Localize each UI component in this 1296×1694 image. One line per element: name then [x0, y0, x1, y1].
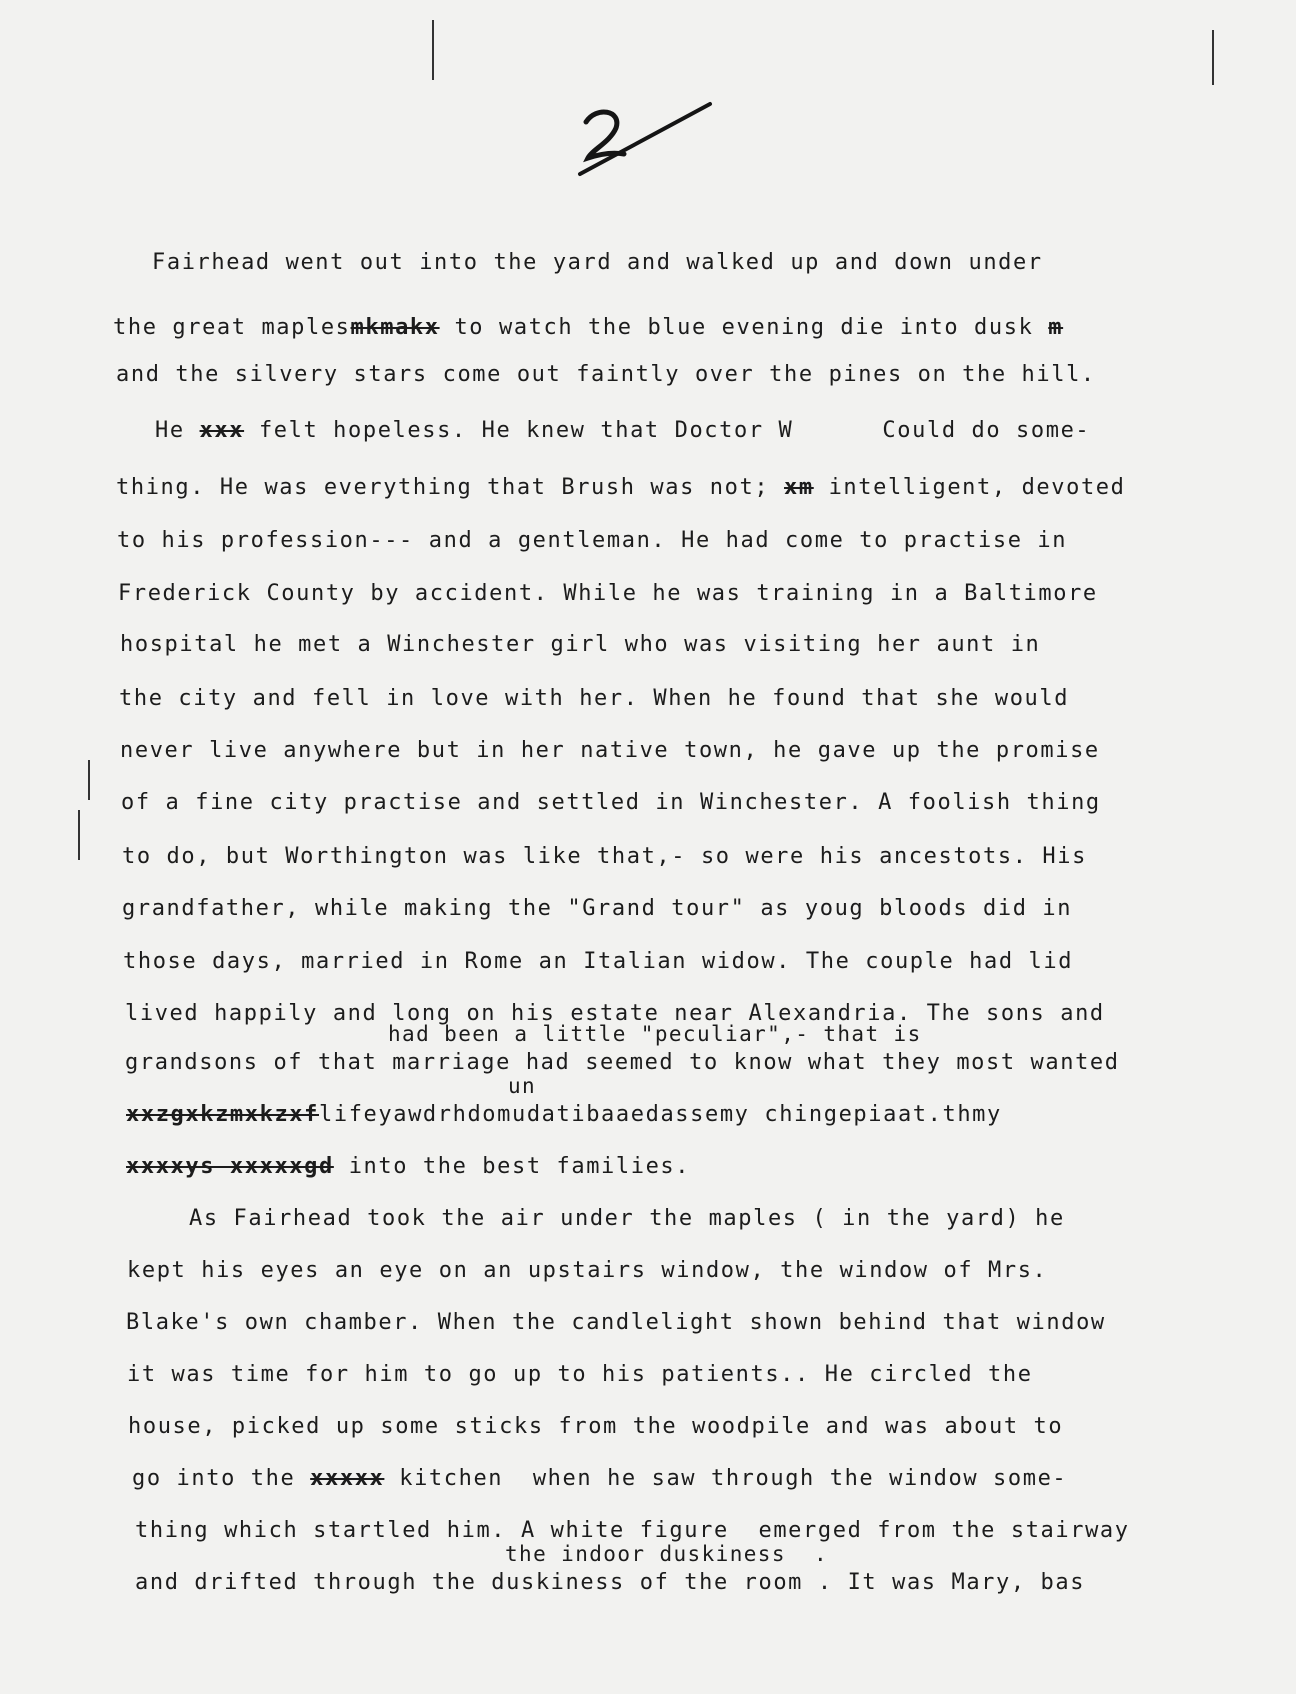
text-line-11: of a fine city practise and settled in Winchester. A foolish thing — [121, 790, 1101, 815]
text-line-20: kept his eyes an eye on an upstairs window, the window of Mrs. — [127, 1258, 1048, 1283]
stray-mark — [432, 20, 434, 80]
text-line-16: grandsons of that marriage had seemed to know what they most wanted — [125, 1050, 1120, 1075]
text-line-25: thing which startled him. A white figure emerged from the stairway — [135, 1518, 1130, 1543]
strikeout-maples: mkmakx — [350, 315, 440, 340]
strikeout-dusk: m — [1048, 315, 1064, 340]
strikeout-not: xm — [784, 475, 814, 500]
text-line-8: hospital he met a Winchester girl who was visiting her aunt in — [120, 632, 1041, 657]
line-5-part-a: thing. He was everything that Brush was not; — [116, 475, 785, 500]
text-line-15: lived happily and long on his estate near Alexandria. The sons and — [125, 1001, 1105, 1026]
strikeout-line-17: xxzgxkzmxkzxf — [126, 1102, 319, 1127]
stray-mark — [1212, 30, 1214, 85]
text-line-2 — [113, 317, 1063, 339]
line-18-part-b: into the best families. — [333, 1154, 691, 1179]
stray-mark — [78, 810, 80, 860]
text-line-19: As Fairhead took the air under the maples ( in the yard) he — [189, 1206, 1065, 1231]
strikeout-kitchen: xxxxx — [310, 1466, 385, 1491]
text-line-7: Frederick County by accident. While he was training in a Baltimore — [118, 581, 1098, 606]
line-2-part-a: the great maples — [113, 315, 351, 340]
line-24-part-b: kitchen when he saw through the window some- — [384, 1466, 1068, 1491]
handwritten-page-number-icon — [560, 96, 740, 196]
text-line-9: the city and fell in love with her. When he found that she would — [119, 686, 1070, 711]
text-line-24 — [132, 1468, 1067, 1490]
text-line-6: to his profession--- and a gentleman. He had come to practise in — [117, 528, 1068, 553]
text-line-12: to do, but Worthington was like that,- so were his ancestots. His — [122, 844, 1087, 869]
strikeout-he: xxx — [199, 418, 245, 443]
interlinear-un: un — [508, 1074, 537, 1098]
line-24-part-a: go into the — [132, 1466, 311, 1491]
text-line-5 — [116, 477, 1125, 499]
text-line-21: Blake's own chamber. When the candlelight shown behind that window — [126, 1310, 1106, 1335]
line-5-part-b: intelligent, devoted — [813, 475, 1126, 500]
line-4-part-b: felt hopeless. He knew that Doctor W Could do some- — [244, 418, 1091, 443]
text-line-17 — [126, 1104, 1002, 1126]
line-4-part-a: He — [155, 418, 200, 443]
line-2-part-b: to watch the blue evening die into dusk — [439, 315, 1049, 340]
text-line-26: and drifted through the duskiness of the room . It was Mary, bas — [135, 1570, 1086, 1595]
text-line-3: and the silvery stars come out faintly over the pines on the hill. — [116, 362, 1096, 387]
text-line-23: house, picked up some sticks from the woodpile and was about to — [128, 1414, 1064, 1439]
page-number — [560, 96, 740, 196]
text-line-4 — [155, 420, 1090, 442]
text-line-1: Fairhead went out into the yard and walked up and down under — [152, 250, 1043, 275]
text-line-18 — [126, 1156, 690, 1178]
stray-mark — [88, 760, 90, 800]
text-line-13: grandfather, while making the "Grand tour" as youg bloods did in — [122, 896, 1073, 921]
interlinear-indoor: the indoor duskiness . — [505, 1542, 828, 1566]
interlinear-peculiar: had been a little "peculiar",- that is — [388, 1022, 922, 1046]
text-line-14: those days, married in Rome an Italian widow. The couple had lid — [123, 949, 1074, 974]
strikeout-line-18: xxxxys xxxxxgd — [126, 1154, 334, 1179]
line-17-part-b: lifeyawdrhdomudatibaaedassemy chingepiaat.thmy — [319, 1102, 1002, 1127]
text-line-22: it was time for him to go up to his patients.. He circled the — [127, 1362, 1033, 1387]
text-line-10: never live anywhere but in her native town, he gave up the promise — [120, 738, 1100, 763]
